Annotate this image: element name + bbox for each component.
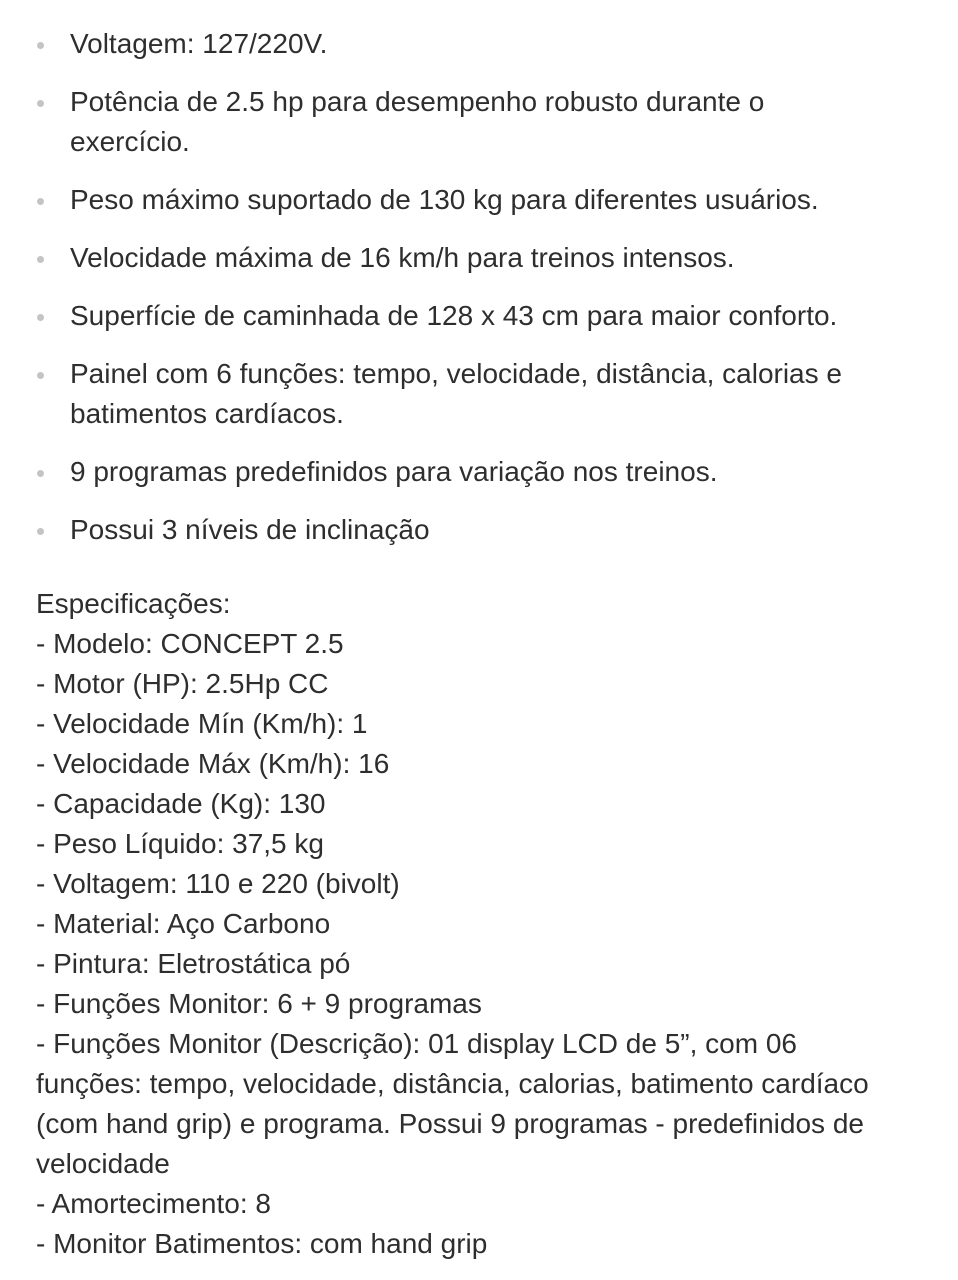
feature-item (0, 24, 958, 64)
bullet-dot-icon (37, 100, 44, 107)
spec-line: - Capacidade (Kg): 130 (36, 788, 326, 819)
spec-line: - Funções Monitor (Descrição): 01 display LCD de 5”, com 06 funções: tempo, velocidade, distância, calorias, batimento cardíaco (com hand grip) e programa. Possui 9 programas - predefinidos de velocidade (36, 1028, 869, 1179)
feature-item (0, 238, 958, 278)
spec-line: - Velocidade Máx (Km/h): 16 (36, 748, 390, 779)
bullet-dot-icon (37, 198, 44, 205)
spec-line: - Funções Monitor: 6 + 9 programas (36, 988, 482, 1019)
feature-item (0, 296, 958, 336)
feature-text: Superfície de caminhada de 128 x 43 cm para maior conforto. (70, 300, 838, 331)
spec-line: - Motor (HP): 2.5Hp CC (36, 668, 329, 699)
specifications-heading: Especificações: (36, 588, 231, 619)
spec-line: - Modelo: CONCEPT 2.5 (36, 628, 344, 659)
spec-line: - Voltagem: 110 e 220 (bivolt) (36, 868, 400, 899)
feature-text: Painel com 6 funções: tempo, velocidade, distância, calorias e batimentos cardíacos. (70, 358, 842, 429)
feature-text: Voltagem: 127/220V. (70, 28, 328, 59)
feature-text: Possui 3 níveis de inclinação (70, 514, 430, 545)
feature-text: Peso máximo suportado de 130 kg para diferentes usuários. (70, 184, 819, 215)
feature-item (0, 354, 958, 434)
specifications-section (0, 584, 958, 1264)
bullet-dot-icon (37, 372, 44, 379)
feature-item (0, 180, 958, 220)
bullet-dot-icon (37, 256, 44, 263)
spec-line: - Peso Líquido: 37,5 kg (36, 828, 324, 859)
feature-text: 9 programas predefinidos para variação nos treinos. (70, 456, 718, 487)
feature-item (0, 82, 958, 162)
spec-line: - Monitor Batimentos: com hand grip (36, 1228, 488, 1259)
spec-line: - Material: Aço Carbono (36, 908, 331, 939)
bullet-dot-icon (37, 470, 44, 477)
feature-text: Potência de 2.5 hp para desempenho robusto durante o exercício. (70, 86, 765, 157)
bullet-dot-icon (37, 528, 44, 535)
spec-line: - Pintura: Eletrostática pó (36, 948, 351, 979)
feature-text: Velocidade máxima de 16 km/h para treinos intensos. (70, 242, 735, 273)
feature-list (0, 0, 958, 550)
bullet-dot-icon (37, 314, 44, 321)
feature-item (0, 510, 958, 550)
bullet-dot-icon (37, 42, 44, 49)
spec-line: - Velocidade Mín (Km/h): 1 (36, 708, 368, 739)
spec-line: - Amortecimento: 8 (36, 1188, 271, 1219)
feature-item (0, 452, 958, 492)
